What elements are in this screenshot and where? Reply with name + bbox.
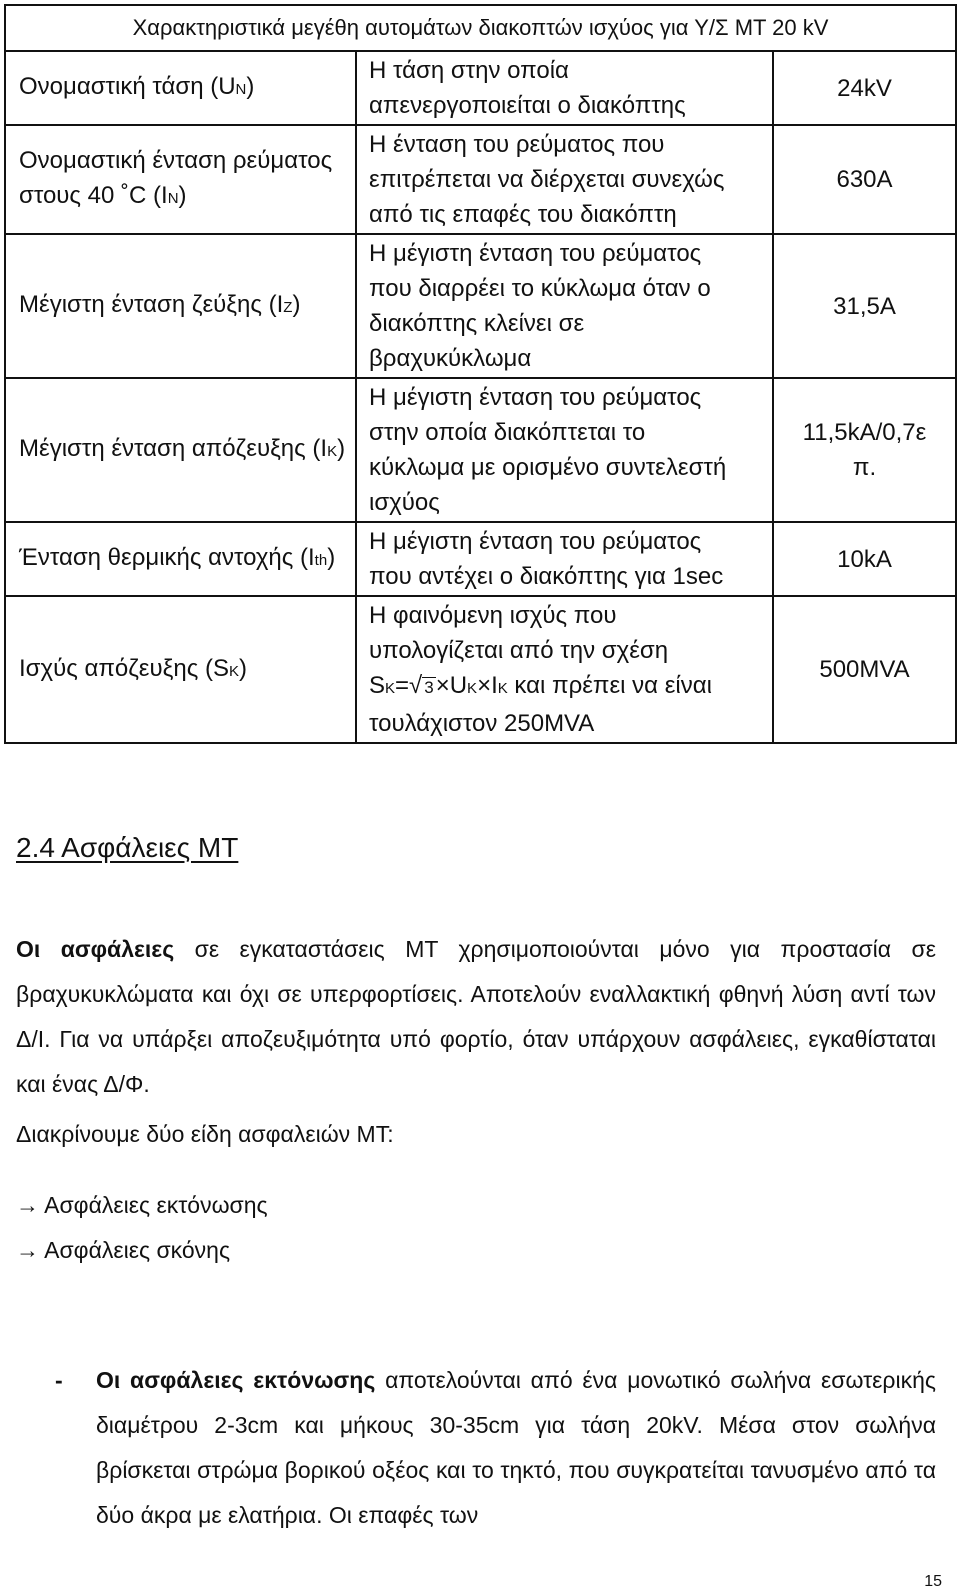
- parameter-description: Η τάση στην οποία απενεργοποιείται ο διακόπτης: [356, 51, 773, 125]
- parameter-value: 31,5Α: [773, 234, 956, 378]
- list-item: → Ασφάλειες εκτόνωσης: [16, 1192, 268, 1218]
- parameter-name: Μέγιστη ένταση απόζευξης (IK): [5, 378, 356, 522]
- table-row: [5, 234, 956, 378]
- parameter-value: 500MVA: [773, 596, 956, 743]
- parameter-description: Η φαινόμενη ισχύς που υπολογίζεται από την σχέση SK=√ 3×UK×IK και πρέπει να είναι τουλάχιστον 250MVA: [356, 596, 773, 743]
- dash-bullet: -: [55, 1367, 63, 1393]
- breaker-characteristics-table: [4, 4, 957, 744]
- arrow-icon: →: [16, 1192, 39, 1218]
- table-title: Χαρακτηριστικά μεγέθη αυτομάτων διακοπτών ισχύος για Υ/Σ ΜΤ 20 kV: [5, 5, 956, 51]
- parameter-name: Μέγιστη ένταση ζεύξης (IZ): [5, 234, 356, 378]
- page-number: 15: [924, 1573, 942, 1590]
- parameter-description: Η μέγιστη ένταση του ρεύματος που αντέχει ο διακόπτης για 1sec: [356, 522, 773, 596]
- table-row: [5, 51, 956, 125]
- parameter-description: Η μέγιστη ένταση του ρεύματος που διαρρέει το κύκλωμα όταν ο διακόπτης κλείνει σε βραχυκύκλωμα: [356, 234, 773, 378]
- parameter-name: Ονομαστική τάση (UN): [5, 51, 356, 125]
- table-row: [5, 378, 956, 522]
- list-item: → Ασφάλειες σκόνης: [16, 1237, 231, 1263]
- parameter-value: 630Α: [773, 125, 956, 234]
- fuses-intro-paragraph: Οι ασφάλειες σε εγκαταστάσεις ΜΤ χρησιμοποιούνται μόνο για προστασία σε βραχυκυκλώματα και όχι σε υπερφορτίσεις. Αποτελούν εναλλακτική φθηνή λύση αντί των Δ/Ι. Για να υπάρξει αποζευξιμότητα υπό φορτίο, όταν υπάρχουν ασφάλειες, εγκαθίσταται και ένας Δ/Φ.: [16, 936, 936, 1097]
- square-root-symbol: √ 3: [409, 672, 434, 699]
- parameter-name: Ισχύς απόζευξης (SK): [5, 596, 356, 743]
- parameter-value: 11,5kΑ/0,7ε π.: [773, 378, 956, 522]
- table-row: [5, 596, 956, 743]
- parameter-description: Η ένταση του ρεύματος που επιτρέπεται να διέρχεται συνεχώς από τις επαφές του διακόπτη: [356, 125, 773, 234]
- bold-term: Οι ασφάλειες εκτόνωσης: [96, 1367, 376, 1393]
- fuse-types-intro: Διακρίνουμε δύο είδη ασφαλειών ΜΤ:: [16, 1121, 394, 1147]
- expulsion-fuses-paragraph: Οι ασφάλειες εκτόνωσης αποτελούνται από ένα μονωτικό σωλήνα εσωτερικής διαμέτρου 2-3cm και μήκους 30-35cm για τάση 20kV. Μέσα στον σωλήνα βρίσκεται στρώμα βορικού οξέος και το τηκτό, που συγκρατείται τανυσμένο από τα δύο άκρα με ελατήρια. Οι επαφές των: [96, 1367, 936, 1528]
- parameter-name: Ονομαστική ένταση ρεύματος στους 40 ˚C (IN): [5, 125, 356, 234]
- table-row: [5, 125, 956, 234]
- parameter-name: Ένταση θερμικής αντοχής (Ith): [5, 522, 356, 596]
- parameter-description: Η μέγιστη ένταση του ρεύματος στην οποία διακόπτεται το κύκλωμα με ορισμένο συντελεστή ισχύος: [356, 378, 773, 522]
- parameter-value: 10kΑ: [773, 522, 956, 596]
- bold-term: Οι ασφάλειες: [16, 936, 175, 962]
- power-formula: SK=√ 3×UK×IK και πρέπει να είναι: [369, 668, 772, 706]
- arrow-icon: →: [16, 1237, 39, 1263]
- section-heading: 2.4 Ασφάλειες ΜΤ: [16, 832, 239, 863]
- table-row: [5, 522, 956, 596]
- parameter-value: 24kV: [773, 51, 956, 125]
